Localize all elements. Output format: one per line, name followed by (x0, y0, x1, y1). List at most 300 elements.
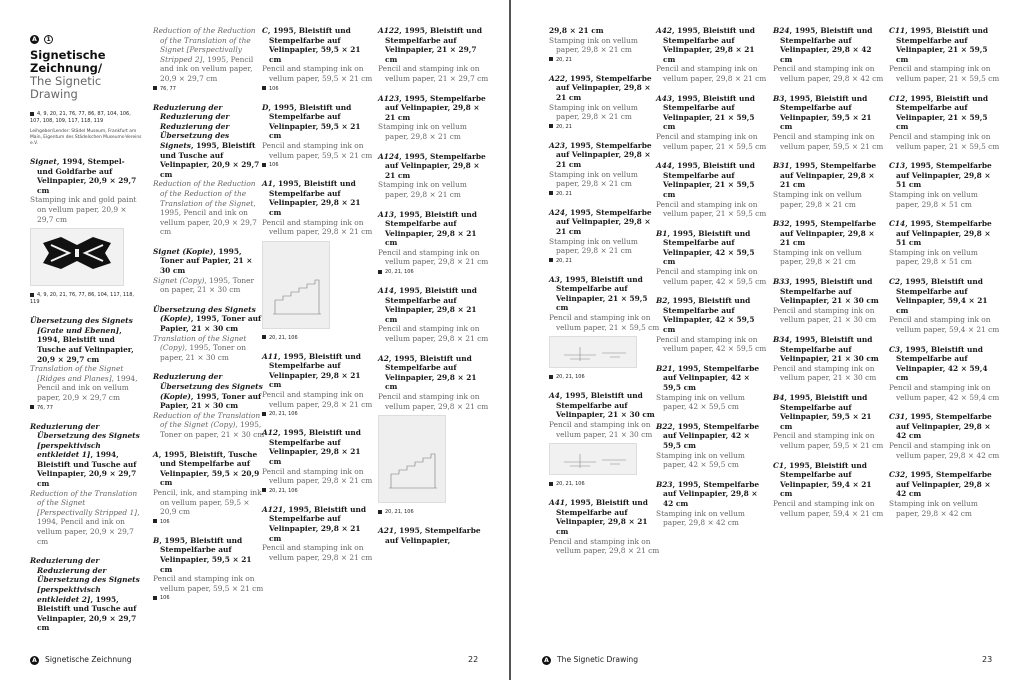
entry-en-details: Stamping ink on vellum paper, 29,8 × 21 cm (549, 102, 638, 122)
entry-en-details: Pencil and stamping ink on vellum paper, 59,5 × 21 cm (262, 64, 373, 83)
entry-title-de (773, 94, 885, 132)
entry-title-de (262, 103, 374, 141)
entry-en-details: Pencil and stamping ink on vellum paper, 21 × 30 cm (773, 363, 877, 383)
entry-en-details: Stamping ink on vellum paper, 29,8 × 21 cm (773, 189, 862, 209)
entry-de-details: , 1995, Bleistift, Tusche und Stempelfarbe auf Velinpapier, 59,5 × 20,9 cm (158, 449, 260, 488)
entry-en-details: Stamping ink on vellum paper, 29,8 × 21 cm (549, 35, 638, 55)
entry-title-de (656, 94, 768, 132)
entry-title-en (656, 393, 768, 412)
entry-en-details: Pencil and stamping ink on vellum paper, 29,8 × 21 cm (262, 543, 373, 562)
entry-refs (262, 162, 374, 169)
entry-title-de (262, 26, 374, 64)
catalog-entry (889, 219, 1001, 267)
entry-refs-text: 20, 21 (556, 190, 572, 197)
entry-en-details: Pencil and stamping ink on vellum paper, 29,8 × 21 cm (262, 466, 373, 486)
entry-en-details: Pencil and stamping ink on vellum paper, 29,8 × 21 cm (262, 217, 373, 237)
entry-en-details: Pencil and stamping ink on vellum paper, 21 × 30 cm (773, 305, 877, 325)
entry-de-details: , 1995, Bleistift und Stempelfarbe auf Velinpapier, 21 × 30 cm (780, 277, 879, 306)
entry-en-details: Stamping ink on vellum paper, 29,8 × 21 cm (773, 247, 862, 267)
entry-title-de (549, 74, 661, 103)
entry-title-de (549, 498, 661, 536)
entry-title-en (889, 315, 1001, 334)
entry-de-title: B34 (773, 335, 790, 345)
entry-de-title: Reduzierung der Übersetzung des Signets [perspektivisch entkleidet 1] (30, 421, 140, 460)
catalog-entry (773, 94, 885, 152)
artwork-thumbnail (262, 241, 330, 329)
catalog-entry (262, 352, 374, 419)
entry-title-de (378, 94, 490, 123)
entry-title-de (262, 179, 374, 217)
entry-en-title: Reduction of the Translation of the Signet (Copy) (153, 410, 261, 430)
catalog-entry (656, 26, 768, 84)
entry-en-details: , 1995, Pencil and ink on vellum paper, 20,9 × 29,7 cm (160, 198, 257, 237)
entry-refs-text: 4, 9, 20, 21, 76, 77, 86, 104, 117, 118, 119 (30, 292, 135, 306)
entry-de-details: , 1995, Bleistift und Stempelfarbe auf Velinpapier, 59,5 × 21 cm (267, 26, 361, 64)
entry-en-details: Pencil and stamping ink on vellum paper, 59,4 × 21 cm (889, 315, 1000, 335)
entry-title-de (773, 219, 885, 248)
catalog-entry (262, 179, 374, 342)
entry-title-de (549, 391, 661, 420)
section-title-de: Signetische Zeichnung/ (30, 48, 106, 75)
artwork-image (379, 416, 445, 502)
entry-en-details: Stamping ink on vellum paper, 29,8 × 51 cm (889, 247, 978, 267)
entry-de-details: , 1994, Bleistift und Tusche auf Velinpapier, 20,9 × 29,7 cm (37, 325, 134, 364)
catalog-entry (30, 422, 142, 547)
entry-title-de (656, 480, 768, 509)
catalog-entry (549, 141, 661, 198)
entry-de-title: B31 (773, 161, 790, 171)
entry-de-details: , 1995, Stempelfarbe auf Velinpapier, 29,8 × 21 cm (780, 219, 877, 248)
entry-title-en (549, 420, 661, 439)
entry-de-title: C12 (889, 93, 906, 103)
entry-title-en (549, 313, 661, 332)
entry-de-details: , 1995, Bleistift und Stempelfarbe auf Velinpapier, 29,8 × 21 cm (385, 209, 477, 248)
entry-refs-text: 20, 21, 106 (269, 334, 298, 341)
catalog-entry (549, 74, 661, 131)
entry-de-details: , 1995, Bleistift und Tusche auf Velinpapier, 20,9 × 29,7 cm (37, 594, 137, 633)
entry-en-details: Pencil, ink, and stamping ink on vellum paper, 59,5 × 20,9 cm (153, 487, 262, 517)
entry-refs (153, 595, 265, 602)
entry-title-en (153, 26, 265, 84)
entry-de-details: , 1995, Stempelfarbe auf Velinpapier, 29,8 × 21 cm (556, 73, 652, 102)
entry-title-en (30, 195, 142, 224)
entry-refs (549, 57, 661, 64)
entry-title-en (549, 237, 661, 256)
entry-title-en (889, 248, 1001, 267)
source-note: Leihgeber/Lender: Städel Museum, Frankfurt am Main, Eigentum des Städelschen Museums-Vereins e.V. (30, 129, 142, 146)
ref-square-icon (262, 86, 266, 90)
catalog-entry (378, 354, 490, 517)
catalog-entry (656, 480, 768, 528)
entry-de-details: , 1995, Bleistift und Stempelfarbe auf Velinpapier, 59,5 × 21 cm (159, 535, 252, 574)
entry-de-details: , 1995, Bleistift und Stempelfarbe auf Velinpapier, 29,8 × 21 cm (269, 179, 361, 217)
entry-refs-text: 106 (269, 85, 279, 92)
entry-de-title: B24 (773, 26, 790, 35)
entry-en-details: Pencil and stamping ink on vellum paper, 42 × 59,4 cm (889, 383, 1000, 402)
entry-title-en (153, 411, 265, 440)
entry-title-en (549, 537, 661, 556)
entry-en-details: Stamping ink on vellum paper, 29,8 × 21 cm (378, 122, 467, 141)
entry-refs (549, 258, 661, 265)
catalog-entry (378, 526, 490, 545)
entry-de-title: Reduzierung der Reduzierung der Übersetzung des Signets [perspektivisch entkleidet 2] (30, 556, 140, 604)
catalog-entry (889, 94, 1001, 152)
entry-de-details: , 1995, Bleistift und Stempelfarbe auf Velinpapier, 29,8 × 21 cm (269, 504, 367, 543)
entry-en-details: Stamping ink on vellum paper, 29,8 × 21 cm (549, 169, 638, 189)
entry-de-title: A24 (549, 207, 566, 217)
entry-title-de (889, 345, 1001, 383)
artwork-image (263, 242, 329, 328)
entry-title-en (153, 574, 265, 593)
catalog-entry (889, 26, 1001, 84)
entry-de-title: A1 (262, 179, 273, 189)
section-letter-badge: A (30, 35, 39, 44)
entry-de-details: , 1995, Bleistift und Stempelfarbe auf Velinpapier, 21 × 59,5 cm (896, 26, 989, 64)
entry-title-en (656, 267, 768, 286)
entry-title-de (549, 26, 661, 36)
entry-en-details: Pencil and stamping ink on vellum paper, 29,8 × 42 cm (773, 64, 884, 83)
entry-title-en (30, 489, 142, 547)
ref-square-icon (549, 124, 553, 128)
catalog-entry (773, 219, 885, 267)
entry-refs-text: 20, 21 (556, 257, 572, 264)
entry-refs-text: 76, 77 (160, 85, 176, 92)
catalog-entry (262, 505, 374, 563)
catalog-entry (656, 229, 768, 287)
entry-de-title: C (262, 26, 268, 35)
entry-en-details: , 1995, Toner on paper, 21 × 30 cm (160, 343, 247, 362)
entry-de-title: Übersetzung des Signets [Grate und Ebenen] (30, 316, 133, 335)
entry-de-details: , 1995, Bleistift und Stempelfarbe auf Velinpapier, 42 × 59,5 cm (663, 228, 755, 267)
catalog-entry (549, 498, 661, 556)
entry-de-details: , 1995, Bleistift und Stempelfarbe auf Velinpapier, 21 × 29,7 cm (385, 26, 483, 64)
entry-de-title: B23 (656, 479, 673, 489)
entry-title-en (889, 64, 1001, 83)
entry-en-title: Reduction of the Translation of the Signet [Perspectivally Stripped 1] (30, 488, 138, 517)
entry-refs-text: 20, 21 (556, 56, 572, 63)
entry-de-details: , 1995, Bleistift und Stempelfarbe auf Velinpapier, 59,4 × 21 cm (896, 277, 988, 315)
entry-de-title: C2 (889, 277, 901, 287)
ref-square-icon (30, 293, 34, 297)
entry-refs (549, 124, 661, 131)
entry-en-details: Pencil and stamping ink on vellum paper, 29,8 × 42 cm (889, 440, 1000, 460)
artwork-thumbnail (549, 443, 637, 475)
entry-refs (30, 292, 142, 306)
entry-title-de (656, 422, 768, 451)
entry-de-title: B22 (656, 421, 673, 431)
entry-de-details: , 1995, Stempelfarbe auf Velinpapier, 29,8 × 42 cm (896, 412, 992, 441)
entry-refs-text: 20, 21, 106 (385, 269, 414, 276)
entry-de-details: , 1995, Stempelfarbe auf Velinpapier, (385, 526, 481, 545)
section-title-en: The Signetic Drawing (30, 74, 102, 101)
entry-de-details: , 1995, Stempelfarbe auf Velinpapier, 29,8 × 51 cm (896, 219, 992, 248)
entry-title-en (773, 132, 885, 151)
entry-refs (549, 374, 661, 381)
entry-title-en (378, 122, 490, 141)
entry-refs-text: 20, 21, 106 (556, 374, 585, 381)
entry-title-en (262, 141, 374, 160)
entry-de-details: , 1995, Bleistift und Stempelfarbe auf Velinpapier, 21 × 59,5 cm (663, 161, 755, 199)
entry-title-en (773, 190, 885, 209)
entry-title-en (262, 64, 374, 83)
left-column-2 (153, 26, 265, 612)
entry-title-en (549, 36, 661, 55)
entry-en-title: Signet (Copy) (153, 275, 205, 285)
catalog-entry (30, 556, 142, 633)
entry-title-en (30, 364, 142, 402)
entry-title-de (889, 26, 1001, 64)
entry-de-title: C31 (889, 412, 906, 422)
entry-de-title: A44 (656, 161, 673, 171)
catalog-entry (656, 94, 768, 152)
entry-title-en (773, 248, 885, 267)
entry-title-de (378, 354, 490, 392)
entry-de-title: C11 (889, 26, 906, 35)
right-column-2 (656, 26, 768, 538)
catalog-entry (153, 372, 265, 439)
footer-label: Signetische Zeichnung (45, 655, 132, 664)
entry-title-de (30, 316, 142, 364)
page-number: 22 (468, 655, 479, 664)
entry-de-title: B32 (773, 219, 790, 229)
entry-de-title: A (153, 449, 159, 459)
catalog-entry (889, 345, 1001, 403)
entry-title-de (656, 229, 768, 267)
entry-en-details: , 1995, Toner on paper, 21 × 30 cm (160, 275, 255, 295)
entry-de-title: A123 (378, 93, 400, 103)
catalog-entry (656, 422, 768, 470)
ref-square-icon (549, 57, 553, 61)
catalog-entry (153, 536, 265, 603)
entry-de-title: C3 (889, 344, 901, 354)
catalog-entry (378, 26, 490, 84)
entry-title-de (656, 161, 768, 199)
entry-de-title: Übersetzung des Signets (Kopie) (153, 304, 256, 324)
entry-de-title: A41 (549, 498, 566, 508)
footer-badge: A (542, 656, 551, 665)
catalog-entry (153, 26, 265, 93)
entry-en-details: , 1995, Pencil and ink on vellum paper, 20,9 × 29,7 cm (160, 54, 254, 83)
section-number-badge: 1 (44, 35, 53, 44)
entry-de-details: , 1995, Stempelfarbe auf Velinpapier, 29,8 × 42 cm (896, 470, 992, 499)
ref-square-icon (153, 519, 157, 523)
entry-de-title: B4 (773, 393, 785, 402)
entry-de-details: , 1995, Bleistift und Stempelfarbe auf Velinpapier, 59,5 × 21 cm (268, 102, 361, 141)
entry-refs-text: 20, 21, 106 (269, 487, 298, 494)
section-badges (30, 26, 142, 45)
catalog-entry (262, 103, 374, 170)
entry-title-de (889, 277, 1001, 315)
entry-de-title: C14 (889, 219, 906, 229)
ref-square-icon (549, 375, 553, 379)
entry-refs (153, 86, 265, 93)
ref-square-icon (262, 335, 266, 339)
entry-title-de (153, 305, 265, 334)
entry-en-details: Pencil and stamping ink on vellum paper, 29,8 × 21 cm (378, 247, 489, 267)
catalog-entry (656, 364, 768, 412)
entry-refs-text: 20, 21, 106 (385, 509, 414, 516)
entry-de-details: , 1995, Stempelfarbe auf Velinpapier, 29,8 × 21 cm (556, 207, 652, 236)
entry-title-de (153, 450, 265, 488)
entry-de-details: , 1995, Toner auf Papier, 21 × 30 cm (160, 314, 262, 334)
entry-de-title: B2 (656, 296, 668, 306)
entry-title-en (378, 180, 490, 199)
entry-refs (262, 86, 374, 93)
entry-title-de (773, 161, 885, 190)
entry-de-details: , 1995, Bleistift und Stempelfarbe auf Velinpapier, 59,5 × 21 cm (780, 393, 872, 431)
left-footer (30, 655, 132, 665)
entry-de-details: , 1995, Bleistift und Stempelfarbe auf Velinpapier, 21 × 59,5 cm (663, 93, 755, 132)
artwork-thumbnail (549, 336, 637, 368)
ref-square-icon (153, 596, 157, 600)
ref-square-icon (262, 488, 266, 492)
entry-de-title: B (153, 535, 160, 545)
entry-title-en (656, 64, 768, 83)
entry-refs (262, 411, 374, 418)
entry-title-en (549, 103, 661, 122)
entry-title-en (656, 200, 768, 219)
right-column-4 (889, 26, 1001, 528)
entry-refs-text: 106 (160, 518, 170, 525)
artwork-image (550, 444, 636, 474)
entry-de-title: Reduzierung der Reduzierung der Reduzierung der Übersetzung des Signets (153, 102, 230, 150)
entry-en-details: Pencil and stamping ink on vellum paper, 21 × 59,5 cm (889, 64, 1000, 83)
entry-en-details: Stamping ink on vellum paper, 29,8 × 21 cm (378, 180, 467, 199)
entry-de-title: B33 (773, 277, 790, 287)
catalog-entry (656, 161, 768, 219)
entry-title-en (889, 190, 1001, 209)
catalog-entry (262, 428, 374, 495)
right-footer (542, 655, 638, 665)
entry-de-details: , 1995, Toner auf Papier, 21 × 30 cm (160, 391, 262, 411)
catalog-entry (889, 470, 1001, 518)
entry-en-details: , 1994, Pencil and ink on vellum paper, 20,9 × 29,7 cm (37, 373, 138, 402)
entry-en-details: Pencil and stamping ink on vellum paper, 29,8 × 21 cm (656, 64, 767, 83)
footer-badge: A (30, 656, 39, 665)
catalog-entry (889, 277, 1001, 335)
catalog-entry (549, 208, 661, 265)
entry-title-de (656, 26, 768, 64)
entry-en-details: Pencil and stamping ink on vellum paper, 21 × 59,5 cm (889, 131, 1000, 151)
entry-de-details: , 1994, Bleistift und Tusche auf Velinpapier, 20,9 × 29,7 cm (37, 450, 137, 489)
catalog-entry (773, 335, 885, 383)
entry-refs-text: 106 (160, 595, 170, 602)
entry-title-de (262, 505, 374, 543)
entry-title-de (773, 393, 885, 431)
entry-en-details: , 1995, Toner on paper, 21 × 30 cm (160, 420, 265, 439)
entry-de-details: , 1995, Bleistift und Stempelfarbe auf Velinpapier, 42 × 59,4 cm (896, 344, 988, 383)
entry-title-de (378, 152, 490, 181)
entry-de-title: A11 (262, 351, 279, 361)
entry-title-en (656, 335, 768, 354)
entry-de-details: , 1995, Bleistift und Stempelfarbe auf Velinpapier, 42 × 59,5 cm (663, 296, 755, 335)
catalog-entry (773, 26, 885, 84)
right-column-1 (549, 26, 661, 566)
entry-de-details: , 1995, Bleistift und Stempelfarbe auf Velinpapier, 29,8 × 21 cm (269, 351, 361, 390)
catalog-entry (30, 316, 142, 411)
entry-en-details: Stamping ink on vellum paper, 29,8 × 42 cm (656, 508, 745, 528)
entry-refs (153, 519, 265, 526)
entry-list (30, 157, 142, 633)
title-refs-text: 4, 9, 20, 21, 76, 77, 86, 87, 104, 106, 107, 108, 109, 117, 118, 119 (30, 111, 131, 124)
entry-title-de (889, 470, 1001, 499)
entry-refs (262, 335, 374, 342)
entry-title-de (30, 556, 142, 633)
right-column-3 (773, 26, 885, 528)
entry-refs-text: 20, 21, 106 (269, 411, 298, 418)
entry-title-de (262, 352, 374, 390)
catalog-entry (153, 305, 265, 363)
entry-title-de (30, 422, 142, 489)
entry-de-title: C32 (889, 470, 906, 480)
entry-title-en (889, 499, 1001, 518)
entry-de-title: A124 (378, 151, 400, 161)
entry-title-de (30, 157, 142, 195)
entry-title-en (549, 170, 661, 189)
entry-title-de (889, 161, 1001, 190)
entry-de-details: , 1995, Stempelfarbe auf Velinpapier, 29,8 × 21 cm (780, 161, 877, 190)
entry-en-details: Pencil and stamping ink on vellum paper, 29,8 × 21 cm (378, 392, 489, 411)
entry-de-details: , 1995, Bleistift und Stempelfarbe auf Velinpapier, 29,8 × 21 cm (556, 498, 648, 536)
entry-en-details: Pencil and stamping ink on vellum paper, 59,5 × 21 cm (262, 140, 373, 160)
entry-en-details: Pencil and stamping ink on vellum paper, 29,8 × 21 cm (262, 390, 373, 409)
entry-en-title: Translation of the Signet [Ridges and Planes] (30, 364, 124, 383)
entry-de-title: A43 (656, 93, 673, 103)
entry-title-en (656, 451, 768, 470)
entry-refs (378, 509, 490, 516)
entry-refs (549, 191, 661, 198)
entry-title-en (378, 324, 490, 343)
entry-de-title: B1 (656, 228, 668, 238)
entry-en-details: Stamping ink and gold paint on vellum paper, 20,9 × 29,7 cm (30, 195, 137, 224)
catalog-entry (773, 393, 885, 451)
entry-title-en (378, 248, 490, 267)
entry-de-details: , 1995, Stempelfarbe auf Velinpapier, 29,8 × 51 cm (896, 161, 992, 190)
entry-de-details: , 1995, Bleistift und Stempelfarbe auf Velinpapier, 29,8 × 42 cm (780, 26, 873, 64)
entry-title-en (773, 364, 885, 383)
entry-title-de (378, 286, 490, 324)
entry-de-title: A13 (378, 209, 395, 219)
entry-title-en (378, 392, 490, 411)
entry-title-de (889, 94, 1001, 132)
entry-title-en (262, 467, 374, 486)
entry-title-en (656, 509, 768, 528)
entry-de-details: , 1995, Bleistift und Stempelfarbe auf Velinpapier, 21 × 30 cm (556, 391, 655, 420)
entry-de-title: C1 (773, 460, 785, 470)
ref-square-icon (262, 163, 266, 167)
entry-refs-text: 76, 77 (37, 404, 53, 411)
catalog-entry (549, 26, 661, 64)
page-number: 23 (982, 655, 993, 664)
ref-square-icon (153, 86, 157, 90)
entry-de-title: A42 (656, 26, 673, 35)
artwork-thumbnail (30, 228, 124, 286)
entry-de-details: , 1995, Stempelfarbe auf Velinpapier, 29,8 × 21 cm (385, 93, 486, 122)
entry-en-details: Pencil and stamping ink on vellum paper, 21 × 29,7 cm (378, 64, 489, 83)
catalog-entry (889, 412, 1001, 460)
entry-refs (262, 488, 374, 495)
catalog-entry (378, 210, 490, 277)
entry-de-title: A14 (378, 286, 395, 296)
entry-title-en (262, 218, 374, 237)
entry-title-en (889, 383, 1001, 402)
entry-title-de (549, 141, 661, 170)
entry-en-details: Pencil and stamping ink on vellum paper, 42 × 59,5 cm (656, 267, 767, 286)
entry-en-details: Stamping ink on vellum paper, 42 × 59,5 cm (656, 392, 745, 412)
entry-de-details: , 1995, Stempelfarbe auf Velinpapier, 42 × 59,5 cm (663, 363, 760, 392)
catalog-entry (773, 277, 885, 325)
left-column-1 (30, 26, 142, 643)
